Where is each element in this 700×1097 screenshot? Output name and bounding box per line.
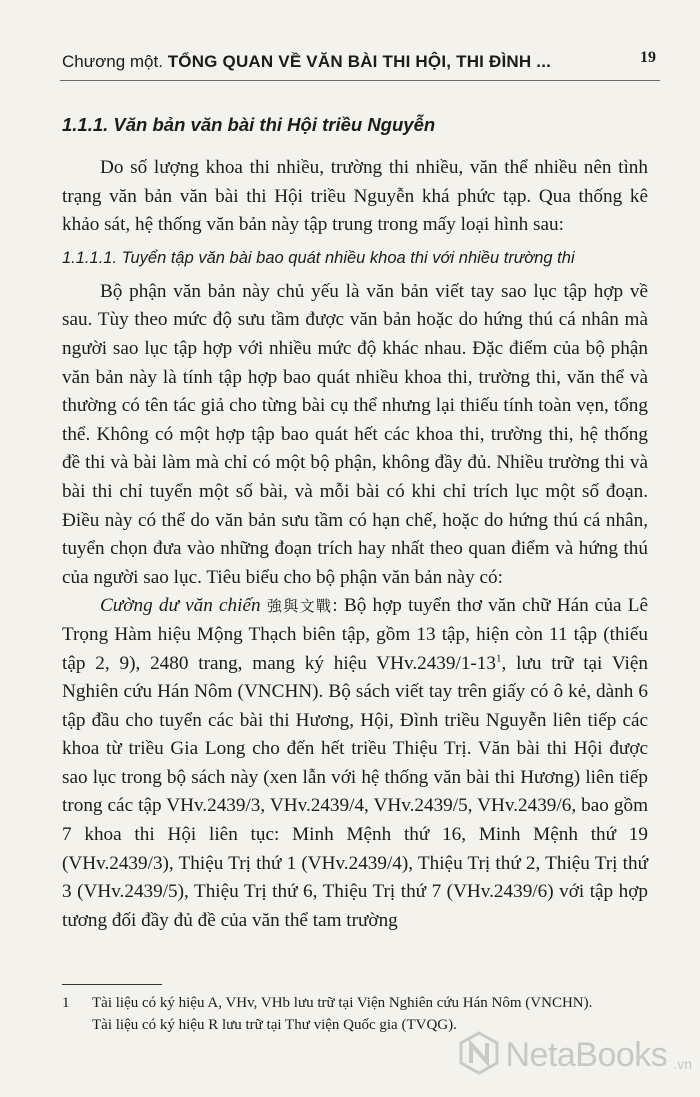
footnote-divider [62,984,162,985]
chapter-label: Chương một. [62,52,163,71]
book-description-part2: , lưu trữ tại Viện Nghiên cứu Hán Nôm (VNCHN). Bộ sách viết tay trên giấy có ô kẻ, dành 6 tập đầu cho tuyển các bài thi Hương, Hội, Đình triều Nguyễn liên tiếp các khoa từ triều Gia Long cho đến hết triều Thiệu Trị. Văn bài thi Hội được sao lục trong bộ sách này (xen lẫn với hệ thống văn bài thi Hương) liên tiếp trong các tập VHv.2439/3, VHv.2439/4, VHv.2439/5, VHv.2439/6, bao gồm 7 khoa thi Hội liên tục: Minh Mệnh thứ 16, Minh Mệnh thứ 19 (VHv.2439/3), Thiệu Trị thứ 1 (VHv.2439/4), Thiệu Trị thứ 2, Thiệu Trị thứ 3 (VHv.2439/5), Thiệu Trị thứ 6, Thiệu Trị thứ 7 (VHv.2439/6) với tập hợp tương đối đầy đủ đề của văn thể tam trường [62,652,648,931]
footnote-line-1: Tài liệu có ký hiệu A, VHv, VHb lưu trữ tại Viện Nghiên cứu Hán Nôm (VNCHN). [92,995,593,1011]
chapter-title: TỔNG QUAN VỀ VĂN BÀI THI HỘI, THI ĐÌNH ... [167,52,552,71]
header-divider [60,80,660,81]
watermark [459,1030,692,1080]
footnote-line-2: Tài liệu có ký hiệu R lưu trữ tại Thư viện Quốc gia (TVQG). [92,1017,457,1033]
section-heading: 1.1.1. Văn bản văn bài thi Hội triều Nguyễn [62,114,436,135]
netabooks-logo-icon [459,1031,499,1080]
subsection-heading: 1.1.1.1. Tuyển tập văn bài bao quát nhiều khoa thi với nhiều trường thi [62,248,575,267]
book-description-part1: : Bộ hợp tuyển thơ văn chữ Hán của Lê Trọng Hàm hiệu Mộng Thạch biên tập, gồm 13 tập, hiện còn 11 tập (thiếu tập 2, 9), 2480 trang, mang ký hiệu VHv.2439/1-13 [62,595,648,674]
body-paragraph: Bộ phận văn bản này chủ yếu là văn bản viết tay sao lục tập hợp về sau. Tùy theo mức độ sưu tầm được văn bản hoặc do hứng thú cá nhân mà người sao lục tập hợp với nhiều mức độ khác nhau. Đặc điểm của bộ phận văn bản này là tính tập hợp bao quát nhiều khoa thi, trường thi, văn thể và thường có tên tác giả cho từng bài cụ thể nhưng lại thiếu tính toàn vẹn, tổng thể. Không có một hợp tập bao quát hết các khoa thi, trường thi, hệ thống đề thi và bài làm mà chỉ có một bộ phận, không đầy đủ. Nhiều trường thi và bài thi chỉ tuyển một số bài, và mỗi bài có khi chỉ trích lục một số đoạn. Điều này có thể do văn bản sưu tầm có hạn chế, hoặc do hứng thú cá nhân, tuyển chọn đưa vào những đoạn trích hay nhất theo quan điểm và hứng thú của người sao lục. Tiêu biểu cho bộ phận văn bản này có: [62,280,648,588]
page-body [62,112,648,935]
intro-paragraph: Do số lượng khoa thi nhiều, trường thi nhiều, văn thể nhiều nên tình trạng văn bản văn bài thi Hội triều Nguyễn khá phức tạp. Qua thống kê khảo sát, hệ thống văn bản này tập trung trong mấy loại hình sau: [62,157,648,236]
running-header [62,47,662,77]
han-title: 強與文戰 [266,597,333,616]
watermark-suffix: .vn [673,1056,692,1072]
footnote-number: 1 [62,995,70,1011]
watermark-brand: NetaBooks [505,1035,668,1074]
book-paragraph [62,592,648,935]
footnote-reference[interactable]: 1 [496,652,502,665]
page-number: 19 [640,49,656,66]
book-title: Cường dư văn chiến [100,595,261,617]
